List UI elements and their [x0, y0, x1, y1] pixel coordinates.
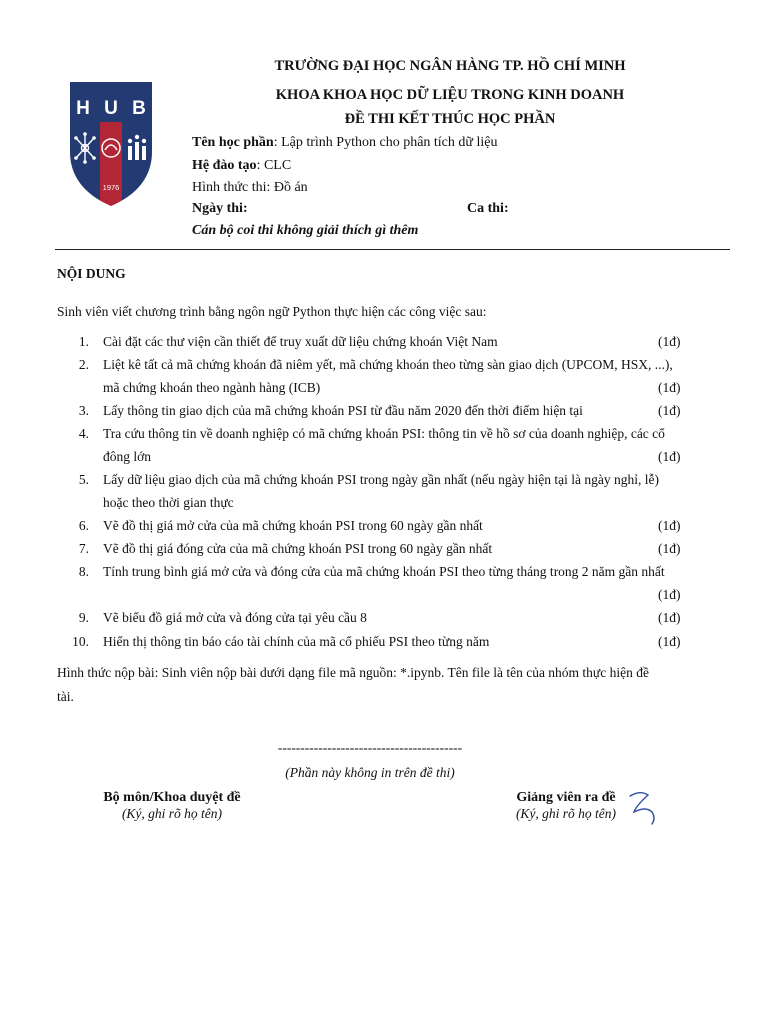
- logo-letter-h: H: [76, 98, 90, 119]
- item-number: 1.: [78, 334, 89, 349]
- exam-format: Hình thức thi: Đồ án: [192, 180, 308, 195]
- item-points: (1đ): [658, 518, 681, 533]
- footer-divider: -----------------------------------------: [277, 740, 463, 755]
- approval-block: [62, 790, 282, 822]
- item-text: Vẽ đồ thị giá đóng cửa của mã chứng khoán PSI trong 60 ngày gần nhất: [103, 541, 493, 556]
- item-number: 2.: [78, 357, 89, 372]
- program-label: Hệ đào tạo: [192, 158, 257, 173]
- item-number: 9.: [78, 610, 89, 625]
- item-number: 8.: [78, 564, 89, 579]
- footer-note: (Phần này không in trên đề thi): [285, 765, 455, 780]
- program-value: : CLC: [256, 158, 292, 173]
- item-points: (1đ): [658, 541, 681, 556]
- item-points: (1đ): [658, 380, 681, 395]
- item-points: (1đ): [658, 334, 681, 349]
- item-text: Vẽ đồ thị giá mở cửa của mã chứng khoán PSI trong 60 ngày gần nhất: [103, 518, 483, 533]
- exam-date-label: Ngày thi:: [192, 201, 248, 216]
- signature-scribble: [626, 786, 666, 828]
- course-value: : Lập trình Python cho phân tích dữ liệu: [273, 135, 498, 150]
- item-number: 7.: [78, 541, 89, 556]
- item-number: 3.: [78, 403, 89, 418]
- item-text: Liệt kê tất cả mã chứng khoán đã niêm yết, mã chứng khoán theo từng sàn giao dịch (UPCOM, HSX, ...), mã chứng khoán theo ngành hàng (ICB): [103, 357, 673, 395]
- course-label: Tên học phần: [192, 135, 274, 150]
- item-points: (1đ): [658, 610, 681, 625]
- item-text: Lấy dữ liệu giao dịch của mã chứng khoán PSI trong ngày gần nhất (nếu ngày hiện tại là ngày nghỉ, lễ) hoặc theo thời gian thực: [103, 472, 659, 510]
- university-name: TRƯỜNG ĐẠI HỌC NGÂN HÀNG TP. HỒ CHÍ MINH: [274, 58, 626, 74]
- item-number: 10.: [72, 634, 89, 649]
- submission-line-1: Hình thức nộp bài: Sinh viên nộp bài dưới dạng file mã nguồn: *.ipynb. Tên file là tên của nhóm thực hiện đề: [57, 665, 649, 680]
- logo-letter-b: B: [132, 98, 146, 119]
- item-number: 6.: [78, 518, 89, 533]
- program-line: [192, 158, 291, 174]
- content-heading: NỘI DUNG: [57, 266, 126, 281]
- item-text: Hiển thị thông tin báo cáo tài chính của mã cổ phiếu PSI theo từng năm: [103, 634, 490, 649]
- header-divider: [55, 249, 730, 250]
- item-text: Cài đặt các thư viện cần thiết để truy xuất dữ liệu chứng khoán Việt Nam: [103, 334, 498, 349]
- item-text: Vẽ biểu đồ giá mở cửa và đóng cửa tại yêu cầu 8: [103, 610, 367, 625]
- faculty-name: KHOA KHOA HỌC DỮ LIỆU TRONG KINH DOANH: [275, 87, 625, 103]
- exam-shift-label: Ca thi:: [467, 201, 509, 216]
- logo-year: 1976: [102, 183, 120, 192]
- item-text: Tính trung bình giá mở cửa và đóng cửa của mã chứng khoán PSI theo từng tháng trong 2 năm gần nhất: [103, 564, 665, 579]
- item-text: Lấy thông tin giao dịch của mã chứng khoán PSI từ đầu năm 2020 đến thời điểm hiện tại: [103, 403, 583, 418]
- proctor-note: Cán bộ coi thi không giải thích gì thêm: [192, 223, 419, 238]
- item-points: (1đ): [658, 403, 681, 418]
- course-line: [192, 135, 497, 151]
- item-text: Tra cứu thông tin về doanh nghiệp có mã chứng khoán PSI: thông tin về hồ sơ của doanh nghiệp, các cổ đông lớn: [103, 426, 665, 464]
- content-intro: Sinh viên viết chương trình bằng ngôn ngữ Python thực hiện các công việc sau:: [57, 304, 487, 319]
- submission-line-2: tài.: [57, 689, 74, 704]
- approval-note: (Ký, ghi rõ họ tên): [121, 806, 223, 821]
- item-number: 4.: [78, 426, 89, 441]
- approval-title: Bộ môn/Khoa duyệt đề: [103, 790, 241, 805]
- lecturer-title: Giảng viên ra đề: [516, 790, 616, 805]
- item-points: (1đ): [658, 587, 681, 602]
- lecturer-note: (Ký, ghi rõ họ tên): [515, 806, 617, 821]
- hub-logo: [66, 80, 156, 208]
- item-points: (1đ): [658, 634, 681, 649]
- item-points: (1đ): [658, 449, 681, 464]
- exam-title: ĐỀ THI KẾT THÚC HỌC PHẦN: [344, 111, 556, 127]
- logo-letter-u: U: [104, 98, 118, 119]
- item-number: 5.: [78, 472, 89, 487]
